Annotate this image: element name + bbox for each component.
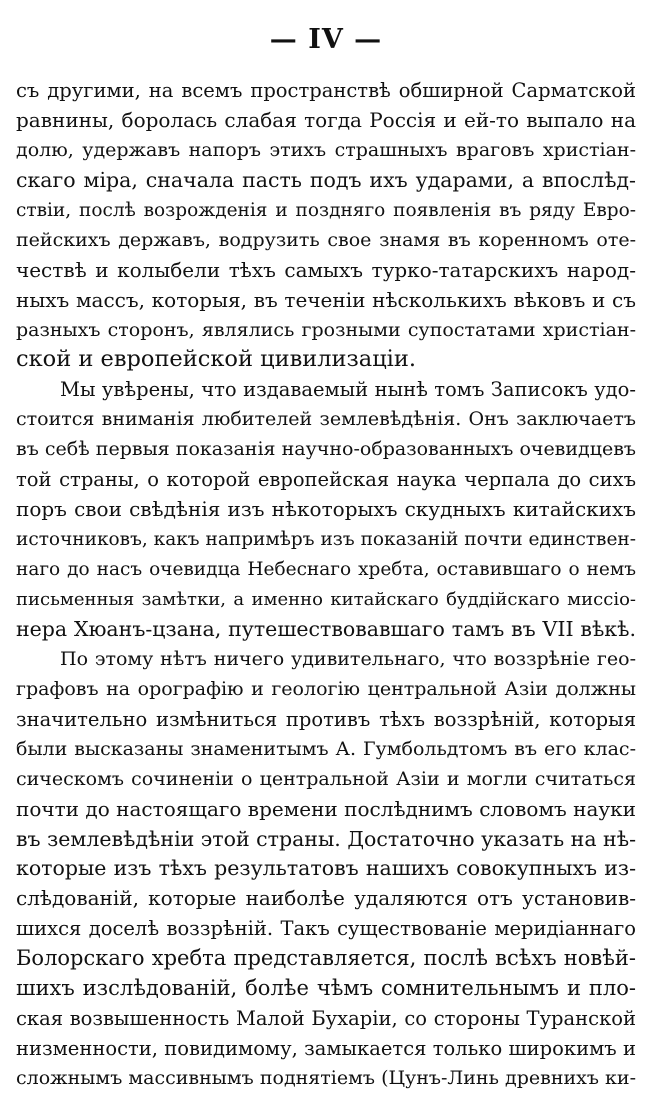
text-line: равнины, боролась слабая тогда Россія и ей-то выпало на xyxy=(16,107,636,132)
text-line: ской и европейской цивилизаціи. xyxy=(16,346,417,373)
text-line: съ другими, на всемъ пространствѣ обширной Сарматской xyxy=(16,79,636,102)
text-line: поръ свои свѣдѣнія изъ нѣкоторыхъ скудныхъ китайскихъ xyxy=(16,497,636,522)
page-number: — IV — xyxy=(269,24,383,55)
text-line: низменности, повидимому, замыкается только широкимъ и xyxy=(16,1037,636,1061)
text-line: чествѣ и колыбели тѣхъ самыхъ турко-татарскихъ народ- xyxy=(16,257,636,282)
text-line: той страны, о которой европейская наука черпала до сихъ xyxy=(16,468,636,492)
text-line: скаго міра, сначала пасть подъ ихъ ударами, а впослѣд- xyxy=(16,167,636,192)
text-line: источниковъ, какъ напримѣръ изъ показаній почти единствен- xyxy=(16,529,636,551)
text-line: долю, удержавъ напоръ этихъ страшныхъ враговъ христіан- xyxy=(16,138,636,161)
text-line: значительно измѣниться противъ тѣхъ воззрѣній, которыя xyxy=(16,707,636,731)
text-line: письменныя замѣтки, а именно китайскаго буддійскаго миссіо- xyxy=(16,589,636,610)
text-line: шихся доселѣ воззрѣній. Такъ существованіе меридіаннаго xyxy=(16,917,636,941)
text-line: нера Хюанъ-цзана, путешествовавшаго тамъ въ VII вѣкѣ. xyxy=(16,616,636,641)
text-line: слѣдованій, которые наиболѣе удаляются отъ установив- xyxy=(16,886,636,911)
text-line: шихъ изслѣдованій, болѣе чѣмъ сомнительнымъ и пло- xyxy=(16,976,636,1001)
text-line: разныхъ сторонъ, являлись грозными супостатами христіан- xyxy=(16,318,636,341)
text-line: графовъ на орографію и геологію центральной Азіи должны xyxy=(16,677,636,700)
text-line: ствіи, послѣ возрожденія и поздняго появленія въ ряду Евро- xyxy=(16,199,636,221)
text-line: были высказаны знаменитымъ А. Гумбольдтомъ въ его клас- xyxy=(16,737,636,760)
text-line: почти до настоящаго времени послѣднимъ словомъ науки xyxy=(16,796,636,821)
text-line: ныхъ массъ, которыя, въ теченіи нѣсколькихъ вѣковъ и съ xyxy=(16,287,636,312)
text-line: стоится вниманія любителей землевѣдѣнія. Онъ заключаетъ xyxy=(16,408,636,431)
text-line: пейскихъ державъ, водрузить свое знамя въ коренномъ оте- xyxy=(16,228,636,251)
text-line: ская возвышенность Малой Бухаріи, со стороны Туранской xyxy=(16,1007,636,1031)
text-line: наго до насъ очевидца Небеснаго хребта, оставившаго о немъ xyxy=(16,559,636,581)
text-line: Мы увѣрены, что издаваемый нынѣ томъ Записокъ удо- xyxy=(60,378,636,402)
text-line: въ себѣ первыя показанія научно-образованныхъ очевидцевъ xyxy=(16,438,636,461)
text-line: въ землевѣдѣніи этой страны. Достаточно указать на нѣ- xyxy=(16,826,636,851)
text-line: которые изъ тѣхъ результатовъ нашихъ совокупныхъ из- xyxy=(16,856,636,881)
text-line: По этому нѣтъ ничего удивительнаго, что воззрѣніе гео- xyxy=(60,647,636,670)
text-line: сложнымъ массивнымъ поднятіемъ (Цунъ-Линь древнихъ ки- xyxy=(16,1067,636,1090)
text-line: Болорскаго хребта представляется, послѣ всѣхъ новѣй- xyxy=(16,946,636,971)
text-line: сическомъ сочиненіи о центральной Азіи и могли считаться xyxy=(16,767,636,790)
